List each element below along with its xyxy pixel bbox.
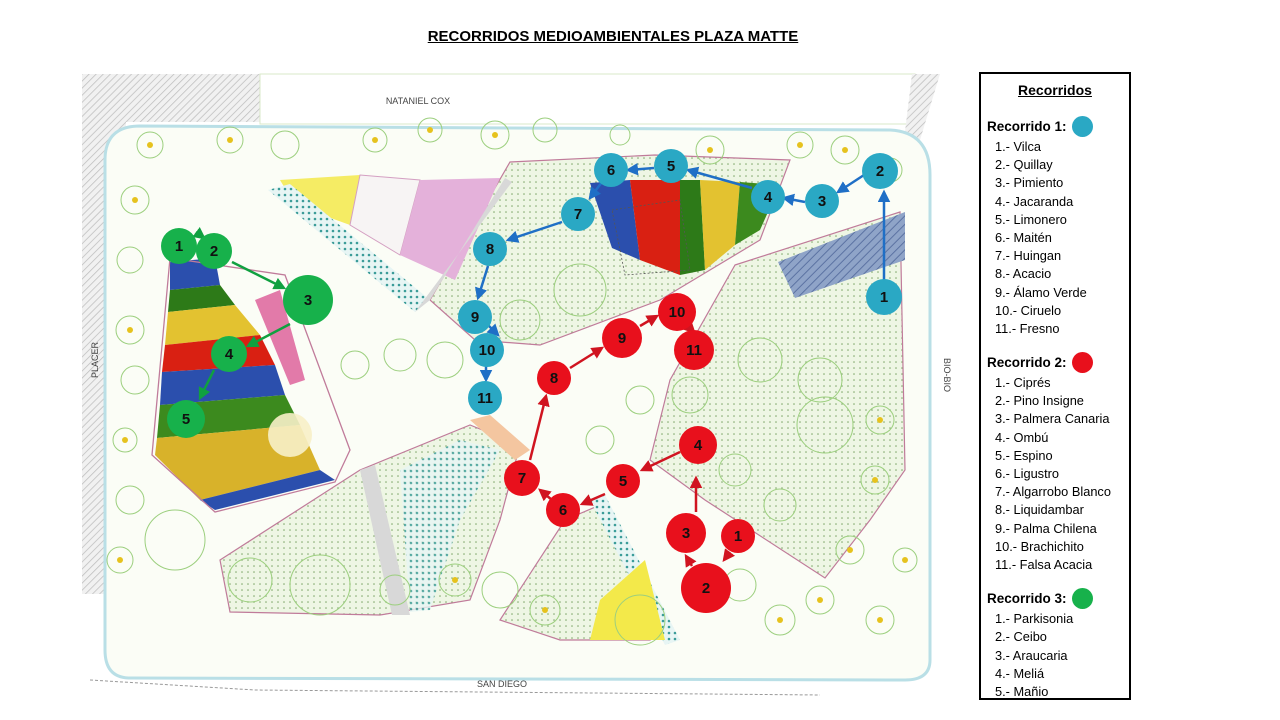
legend-route-1-item: 4.- Jacaranda — [995, 193, 1074, 209]
legend-route-1-item: 6.- Maitén — [995, 229, 1052, 245]
north-street-strip — [82, 74, 262, 122]
legend-route-3 — [987, 588, 1129, 701]
route2-marker-7[interactable] — [504, 460, 540, 496]
route2-marker-6[interactable] — [546, 493, 580, 527]
legend-box — [979, 72, 1131, 700]
legend-route-2-item: 10.- Brachichito — [995, 538, 1084, 554]
legend-route-1 — [987, 116, 1129, 338]
route2-marker-4-label: 4 — [693, 437, 703, 454]
route1-marker-11[interactable] — [468, 381, 502, 415]
legend-route-2-item: 7.- Algarrobo Blanco — [995, 484, 1111, 500]
route1-marker-2-label: 2 — [875, 163, 885, 180]
route2-marker-9[interactable] — [602, 318, 642, 358]
route2-marker-8-label: 8 — [549, 370, 559, 387]
route1-marker-8-label: 8 — [485, 241, 495, 258]
route2-marker-10[interactable] — [658, 293, 696, 331]
street-label-south: SAN DIEGO — [476, 679, 528, 689]
route2-marker-1[interactable] — [721, 519, 755, 553]
route1-marker-9-label: 9 — [470, 309, 480, 326]
legend-route-2-title: Recorrido 2: — [987, 354, 1067, 370]
route3-marker-5-label: 5 — [181, 411, 191, 428]
legend-route-1-title: Recorrido 1: — [987, 118, 1067, 134]
route1-marker-9[interactable] — [458, 300, 492, 334]
north-road — [260, 74, 915, 124]
street-label-north: NATANIEL COX — [385, 96, 451, 106]
bed-west-pale-circle — [268, 413, 312, 457]
route2-marker-8[interactable] — [537, 361, 571, 395]
route1-marker-5[interactable] — [654, 149, 688, 183]
legend-route-1-item: 2.- Quillay — [995, 157, 1053, 173]
route3-marker-1[interactable] — [161, 228, 197, 264]
route2-marker-11-label: 11 — [686, 342, 702, 359]
map-title: RECORRIDOS MEDIOAMBIENTALES PLAZA MATTE — [427, 28, 799, 45]
legend-route-1-item: 10.- Ciruelo — [995, 302, 1062, 318]
legend-title: Recorridos — [1018, 82, 1092, 98]
legend-route-1-item: 3.- Pimiento — [995, 175, 1064, 191]
route1-marker-3-label: 3 — [817, 193, 827, 210]
route3-marker-1-label: 1 — [174, 238, 184, 255]
legend-route-2 — [987, 352, 1129, 574]
route2-marker-1-label: 1 — [733, 528, 743, 545]
route2-marker-6-label: 6 — [558, 502, 568, 519]
route1-marker-2[interactable] — [862, 153, 898, 189]
legend-route-3-color-dot — [1072, 588, 1093, 609]
route2-marker-3[interactable] — [666, 513, 706, 553]
route3-marker-4[interactable] — [211, 336, 247, 372]
route1-marker-8[interactable] — [473, 232, 507, 266]
route3-marker-3-label: 3 — [303, 292, 313, 309]
legend-route-2-item: 5.- Espino — [995, 447, 1053, 463]
route1-marker-6-label: 6 — [606, 162, 616, 179]
route1-marker-3[interactable] — [805, 184, 839, 218]
route1-marker-4[interactable] — [751, 180, 785, 214]
legend-route-2-item: 11.- Falsa Acacia — [995, 556, 1093, 572]
route2-marker-7-label: 7 — [517, 470, 527, 487]
route1-marker-7[interactable] — [561, 197, 595, 231]
route1-marker-7-label: 7 — [573, 206, 583, 223]
route2-marker-2-label: 2 — [701, 580, 711, 597]
route3-marker-5[interactable] — [167, 400, 205, 438]
legend-route-2-item: 6.- Ligustro — [995, 466, 1060, 481]
route2-marker-5[interactable] — [606, 464, 640, 498]
route2-marker-9-label: 9 — [617, 330, 627, 347]
route2-marker-2[interactable] — [681, 563, 731, 613]
route1-marker-10-label: 10 — [478, 342, 496, 359]
south-road-edge — [90, 680, 820, 695]
legend-route-3-item: 4.- Meliá — [995, 665, 1045, 681]
legend-route-3-item: 1.- Parkisonia — [995, 611, 1074, 627]
legend-route-1-item: 8.- Acacio — [995, 266, 1052, 282]
route1-marker-1-label: 1 — [879, 289, 889, 306]
route2-marker-10-label: 10 — [668, 304, 686, 321]
route1-marker-6[interactable] — [594, 153, 628, 187]
route2-marker-3-label: 3 — [681, 525, 691, 542]
legend-route-1-item: 9.- Álamo Verde — [995, 284, 1087, 300]
route2-marker-11[interactable] — [674, 330, 714, 370]
street-label-west: PLACER — [90, 341, 100, 379]
legend-route-2-item: 2.- Pino Insigne — [995, 393, 1084, 409]
legend-route-2-item: 3.- Palmera Canaria — [995, 411, 1110, 427]
legend-route-1-item: 1.- Vilca — [995, 139, 1041, 154]
route2-marker-5-label: 5 — [618, 473, 628, 490]
route3-marker-4-label: 4 — [224, 346, 234, 363]
legend-route-2-color-dot — [1072, 352, 1093, 373]
route2-marker-4[interactable] — [679, 426, 717, 464]
legend-route-3-item: 3.- Araucaria — [995, 647, 1068, 663]
legend-route-3-item: 2.- Ceibo — [995, 629, 1047, 645]
legend-route-1-item: 11.- Fresno — [995, 320, 1060, 336]
legend-route-3-title: Recorrido 3: — [987, 590, 1067, 606]
street-label-east: BIO-BIO — [942, 357, 952, 393]
route3-marker-2[interactable] — [196, 233, 232, 269]
legend-route-2-item: 9.- Palma Chilena — [995, 520, 1097, 536]
legend-route-1-color-dot — [1072, 116, 1093, 137]
route1-marker-5-label: 5 — [666, 158, 676, 175]
route1-marker-4-label: 4 — [763, 189, 773, 206]
route1-marker-11-label: 11 — [477, 390, 493, 407]
legend-route-3-item: 5.- Mañio — [995, 683, 1049, 699]
legend-route-2-item: 1.- Ciprés — [995, 375, 1051, 391]
legend-route-2-item: 8.- Liquidambar — [995, 502, 1084, 518]
legend-route-1-item: 5.- Limonero — [995, 211, 1067, 227]
legend-route-2-item: 4.- Ombú — [995, 429, 1049, 445]
route1-marker-1[interactable] — [866, 279, 902, 315]
route1-marker-10[interactable] — [470, 333, 504, 367]
legend-route-1-item: 7.- Huingan — [995, 248, 1062, 264]
route3-marker-3[interactable] — [283, 275, 333, 325]
route3-marker-2-label: 2 — [209, 243, 219, 260]
